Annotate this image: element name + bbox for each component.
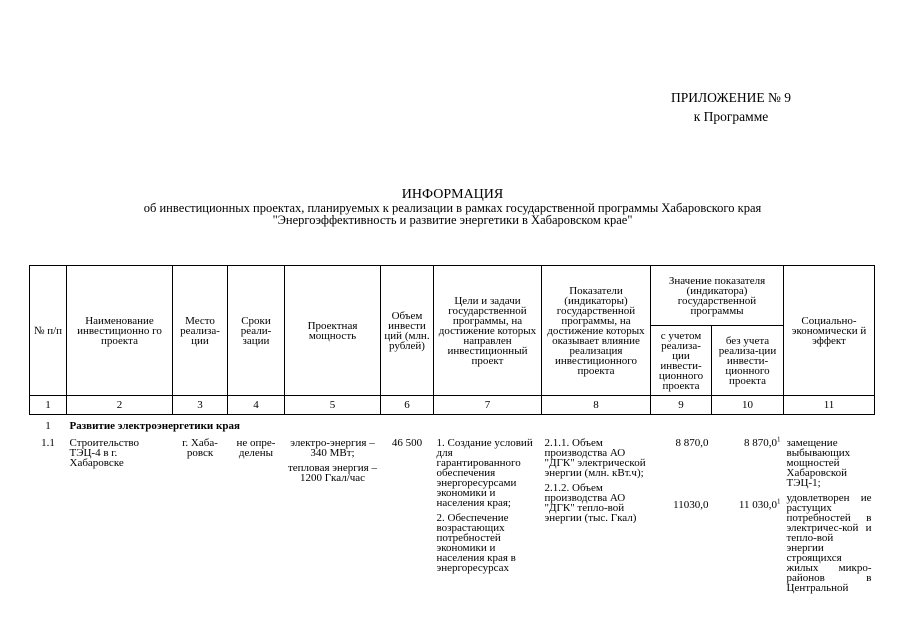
value-without-investment xyxy=(712,432,784,599)
header-terms: Сроки реали-зации xyxy=(228,266,285,396)
header-effect: Социально-экономически й эффект xyxy=(784,266,875,396)
value-without-2 xyxy=(715,497,781,511)
capacity-electric: электро-энергия – 340 МВт; xyxy=(290,437,375,459)
project-terms: не опре-делены xyxy=(236,437,276,459)
effect-item: замещение выбывающих мощностей Хабаровской ТЭЦ-1; xyxy=(786,437,851,489)
column-number: 5 xyxy=(285,396,381,415)
header-value-group: Значение показателя (индикатора) государственной программы xyxy=(651,266,784,326)
capacity-thermal: тепловая энергия – 1200 Гкал/час xyxy=(287,462,377,484)
appendix-subtitle: к Программе xyxy=(693,109,769,124)
project-goals xyxy=(434,432,542,599)
value-with-2: 11030,0 xyxy=(673,499,709,511)
column-number: 1 xyxy=(30,396,67,415)
value-with-1: 8 870,0 xyxy=(675,437,709,449)
header-place: Место реализа-ции xyxy=(173,266,228,396)
investment-volume: 46 500 xyxy=(391,437,423,449)
row-num: 1.1 xyxy=(41,437,55,449)
indicator-item: 2.1.2. Объем производства АО "ДГК" тепло-вой энергии (тыс. Гкал) xyxy=(544,482,637,524)
section-row xyxy=(30,415,875,433)
value-without-1-number: 8 870,0 xyxy=(744,437,777,449)
column-number: 10 xyxy=(712,396,784,415)
header-indicators: Показатели (индикаторы) государственной программы, на достижение которых оказывает влияние реализация инвестиционного проекта xyxy=(542,266,651,396)
goal-item: 2. Обеспечение возрастающих потребностей экономики и населения края в энергоресурсах xyxy=(436,512,516,574)
header-num: № п/п xyxy=(30,266,67,396)
appendix-block xyxy=(671,88,791,126)
project-place: г. Хаба-ровск xyxy=(182,437,218,459)
footnote-mark: 1 xyxy=(777,497,781,506)
header-with-investment: с учетом реализа-ции инвести-ционного проекта xyxy=(651,326,712,396)
header-goals: Цели и задачи государственной программы, на достижение которых направлен инвестиционный проект xyxy=(434,266,542,396)
header-without-investment: без учета реализа-ции инвести-ционного проекта xyxy=(712,326,784,396)
header-capacity: Проектная мощность xyxy=(285,266,381,396)
project-capacity xyxy=(285,432,381,599)
socio-economic-effect xyxy=(784,432,875,599)
project-indicators xyxy=(542,432,651,599)
column-numbers-row xyxy=(30,396,875,415)
column-number: 7 xyxy=(434,396,542,415)
column-number: 4 xyxy=(228,396,285,415)
effect-item: удовлетворен ие растущих потребностей в электричес-кой и тепло-вой энергии строящихся жилых микро-районов в Центральной xyxy=(786,492,872,594)
value-with-investment xyxy=(651,432,712,599)
section-num: 1 xyxy=(45,420,51,432)
footnote-mark: 1 xyxy=(777,435,781,444)
title-main: ИНФОРМАЦИЯ xyxy=(401,187,504,202)
table-row xyxy=(30,432,875,599)
section-title: Развитие электроэнергетики края xyxy=(69,420,240,432)
column-number: 8 xyxy=(542,396,651,415)
project-name: Строительство ТЭЦ-4 в г. Хабаровске xyxy=(69,437,140,469)
goal-item: 1. Создание условий для гарантированного обеспечения энергоресурсами экономики и населения края; xyxy=(436,437,533,509)
column-number: 11 xyxy=(784,396,875,415)
document-title xyxy=(20,188,885,226)
column-number: 2 xyxy=(67,396,173,415)
indicator-item: 2.1.1. Объем производства АО "ДГК" электрической энергии (млн. кВт.ч); xyxy=(544,437,646,479)
value-without-1 xyxy=(715,435,781,449)
header-name: Наименование инвестиционно го проекта xyxy=(67,266,173,396)
column-number: 6 xyxy=(381,396,434,415)
value-without-2-number: 11 030,0 xyxy=(738,499,777,511)
appendix-title: ПРИЛОЖЕНИЕ № 9 xyxy=(670,90,791,105)
title-line-1: об инвестиционных проектах, планируемых к реализации в рамках государственной программы Хабаровского края xyxy=(143,201,762,215)
column-number: 3 xyxy=(173,396,228,415)
title-line-2: "Энергоэффективность и развитие энергетики в Хабаровском крае" xyxy=(272,213,633,227)
column-number: 9 xyxy=(651,396,712,415)
projects-table xyxy=(29,265,875,599)
header-volume: Объем инвести ций (млн. рублей) xyxy=(381,266,434,396)
